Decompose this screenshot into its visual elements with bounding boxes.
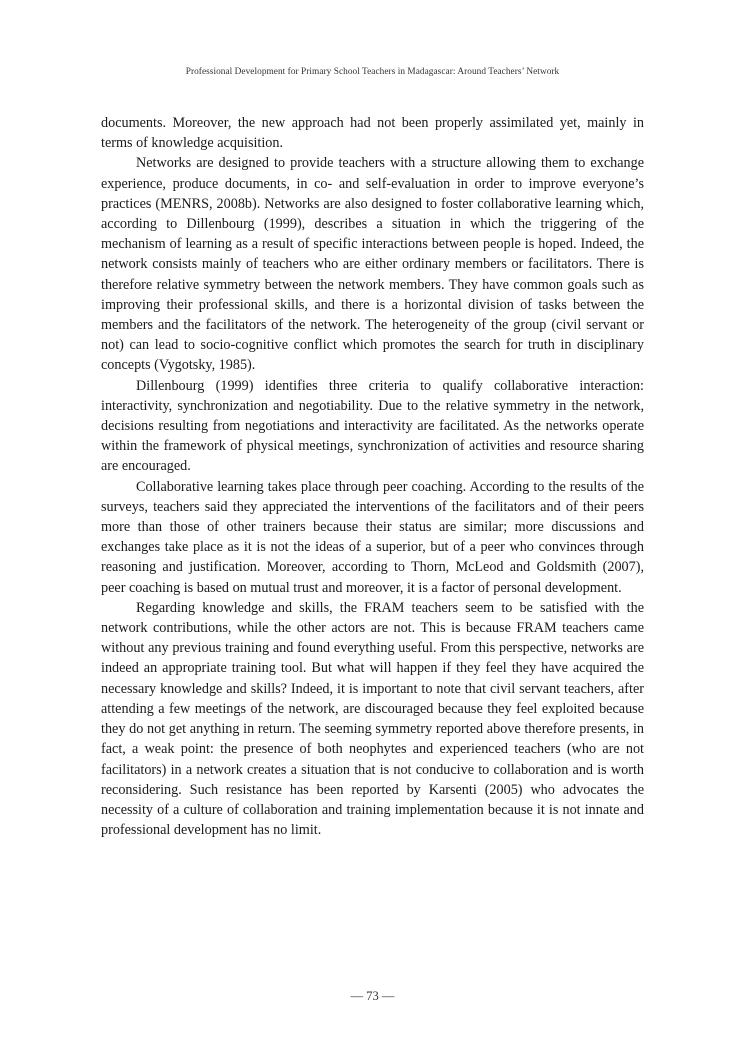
paragraph-dillenbourg-criteria: Dillenbourg (1999) identifies three criteria to qualify collaborative interaction: interactivity, synchronization and negotiability. Due to the relative symmetry in the network, decisions resulting from negotiations and interactivity are facilitated. As the networks operate within the framework of physical meetings, synchronization of activities and resource sharing are encouraged. <box>101 377 644 475</box>
page-number: — 73 — <box>350 989 395 1003</box>
running-header: Professional Development for Primary School Teachers in Madagascar: Around Teachers’ Network <box>185 67 560 77</box>
body-text <box>101 113 644 840</box>
paragraph-networks-design: Networks are designed to provide teachers with a structure allowing them to exchange experience, produce documents, in co- and self-evaluation in order to improve everyone’s practices (MENRS, 2008b). Networks are also designed to foster collaborative learning which, according to Dillenbourg (1999), describes a situation in which the triggering of the mechanism of learning as a result of specific interactions between people is hoped. Indeed, the network consists mainly of teachers who are either ordinary members or facilitators. There is therefore relative symmetry between the network members. They have common goals such as improving their professional skills, and there is a horizontal division of tasks between the members and the facilitators of the network. The heterogeneity of the group (civil servant or not) can lead to socio-cognitive conflict which promotes the search for truth in disciplinary concepts (Vygotsky, 1985). <box>101 155 644 374</box>
paragraph-knowledge-skills: Regarding knowledge and skills, the FRAM teachers seem to be satisfied with the network contributions, while the other actors are not. This is because FRAM teachers came without any previous training and found everything useful. From this perspective, networks are indeed an appropriate training tool. But what will happen if they feel they have acquired the necessary knowledge and skills? Indeed, it is important to note that civil servant teachers, after attending a few meetings of the network, are discouraged because they feel exploited because they do not get anything in return. The seeming symmetry reported above therefore presents, in fact, a weak point: the presence of both neophytes and experienced teachers (who are not facilitators) in a network creates a situation that is not conducive to collaboration and is worth reconsidering. Such resistance has been reported by Karsenti (2005) who advocates the necessity of a culture of collaboration and training implementation because it is not innate and professional development has no limit. <box>101 599 644 839</box>
paragraph-peer-coaching: Collaborative learning takes place through peer coaching. According to the results of the surveys, teachers said they appreciated the interventions of the facilitators and of their peers more than those of other trainers because their status are similar; more discussions and exchanges take place as it is not the ideas of a superior, but of a peer who convinces through reasoning and justification. Moreover, according to Thorn, McLeod and Goldsmith (2007), peer coaching is based on mutual trust and moreover, it is a factor of personal development. <box>101 478 644 596</box>
paragraph-continuation: documents. Moreover, the new approach had not been properly assimilated yet, mainly in terms of knowledge acquisition. <box>101 115 644 152</box>
